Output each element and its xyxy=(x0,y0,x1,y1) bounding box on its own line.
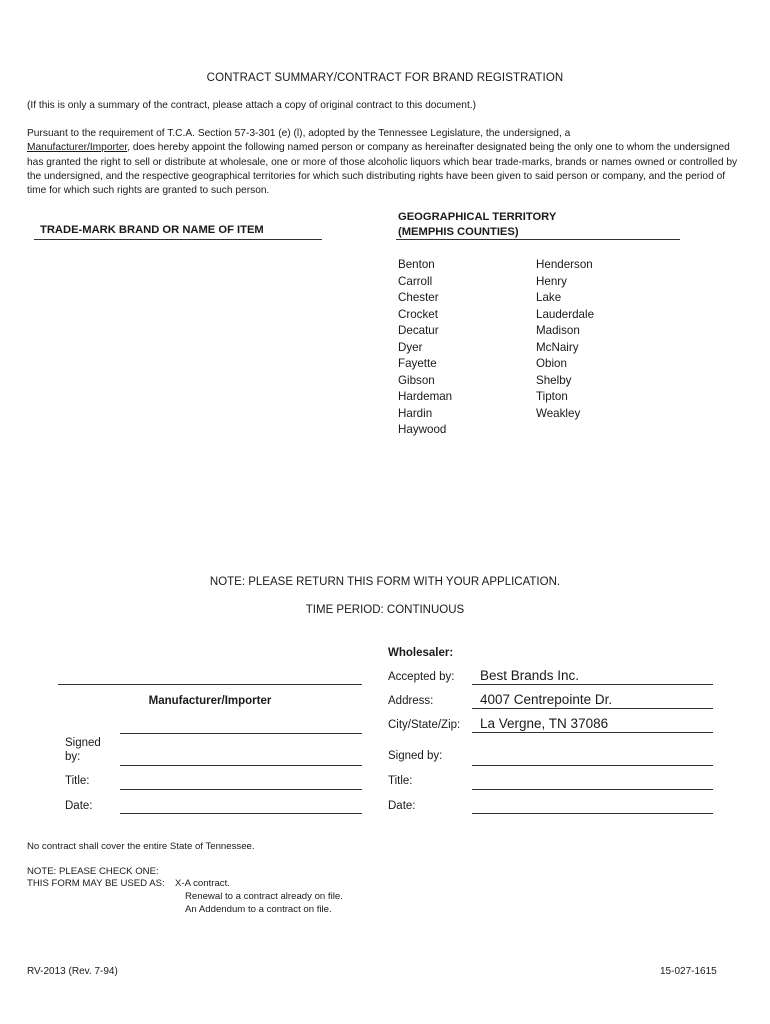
manufacturer-title-line[interactable] xyxy=(120,789,362,790)
county-item: Madison xyxy=(536,324,580,337)
county-item: Lauderdale xyxy=(536,307,595,321)
geo-header-line2: (MEMPHIS COUNTIES) xyxy=(398,225,519,238)
form-number: RV-2013 (Rev. 7-94) xyxy=(27,966,118,977)
option-addendum[interactable]: An Addendum to a contract on file. xyxy=(185,904,332,915)
county-item: Dyer xyxy=(398,340,423,354)
wholesaler-signed-label: Signed by: xyxy=(388,750,443,762)
geo-header-line1: GEOGRAPHICAL TERRITORY xyxy=(398,211,557,223)
county-item: Weakley xyxy=(536,406,581,420)
wholesaler-date-line[interactable] xyxy=(472,813,713,814)
check-one-note: NOTE: PLEASE CHECK ONE: xyxy=(27,866,159,877)
wholesaler-title-line[interactable] xyxy=(472,789,713,790)
county-item: Haywood xyxy=(398,423,447,436)
county-item: Carroll xyxy=(398,274,433,288)
county-item: Chester xyxy=(398,291,439,304)
county-item: Benton xyxy=(398,258,435,271)
trademark-header: TRADE-MARK BRAND OR NAME OF ITEM xyxy=(40,224,264,236)
county-item: Henry xyxy=(536,274,567,288)
county-list-1 xyxy=(398,257,452,439)
pursuant-rest: , does hereby appoint the following named person or company as hereinafter designated being the only one to whom the undersigned has granted the right to sell or distribute at wholesale, one or more of those alcoholic liquors which bear trade-marks, brands or names owned or controlled by the undersigned, and the respective geographical territories for which such distributing rights have been given to said person or company, and the period of time for which such rights are granted to such person. xyxy=(27,142,738,197)
accepted-by-label: Accepted by: xyxy=(388,671,455,683)
accepted-by-line xyxy=(472,684,713,685)
city-state-zip-line xyxy=(472,732,713,733)
attach-note: (If this is only a summary of the contract, please attach a copy of original contract to this document.) xyxy=(27,100,477,111)
county-item: Henderson xyxy=(536,258,593,271)
county-item: Gibson xyxy=(398,373,435,387)
manufacturer-date-line[interactable] xyxy=(120,813,362,814)
manufacturer-date-label: Date: xyxy=(65,800,93,812)
may-be-used-note: THIS FORM MAY BE USED AS: xyxy=(27,878,165,889)
accepted-by-value[interactable]: Best Brands Inc. xyxy=(480,668,580,683)
wholesaler-heading: Wholesaler: xyxy=(388,647,454,659)
option-renewal[interactable]: Renewal to a contract already on file. xyxy=(185,891,343,902)
county-item: Crocket xyxy=(398,307,438,321)
wholesaler-date-label: Date: xyxy=(388,800,416,812)
city-state-zip-value[interactable]: La Vergne, TN 37086 xyxy=(480,716,609,731)
address-label: Address: xyxy=(388,695,434,707)
wholesaler-signed-line[interactable] xyxy=(472,765,713,766)
county-item: Tipton xyxy=(536,390,568,403)
wholesaler-title-label: Title: xyxy=(388,775,413,787)
signed-label-line1: Signed xyxy=(65,737,101,749)
no-contract-note: No contract shall cover the entire State of Tennessee. xyxy=(27,841,255,852)
return-note: NOTE: PLEASE RETURN THIS FORM WITH YOUR APPLICATION. xyxy=(209,576,561,588)
geo-underline xyxy=(396,239,680,240)
signed-label-line2: by: xyxy=(65,751,81,763)
manufacturer-line[interactable] xyxy=(58,684,362,685)
pursuant-intro: Pursuant to the requirement of T.C.A. Section 57-3-301 (e) (l), adopted by the Tennessee Legislature, the undersigned, a xyxy=(27,128,571,139)
county-item: Lake xyxy=(536,291,562,304)
address-line xyxy=(472,708,713,709)
county-item: Hardeman xyxy=(398,390,453,403)
pursuant-paragraph xyxy=(27,127,747,198)
option-a-contract[interactable]: X-A contract. xyxy=(175,878,230,889)
form-title: CONTRACT SUMMARY/CONTRACT FOR BRAND REGISTRATION xyxy=(206,72,564,84)
city-state-zip-label: City/State/Zip: xyxy=(388,719,461,731)
county-item: Hardin xyxy=(398,406,433,420)
trademark-underline xyxy=(34,239,322,240)
manufacturer-heading: Manufacturer/Importer xyxy=(148,695,272,707)
manufacturer-signed-line[interactable] xyxy=(120,765,362,766)
county-item: Fayette xyxy=(398,357,437,370)
time-period: TIME PERIOD: CONTINUOUS xyxy=(305,604,465,616)
county-item: Decatur xyxy=(398,324,439,337)
county-item: Obion xyxy=(536,357,567,370)
county-item: Shelby xyxy=(536,373,572,387)
address-value[interactable]: 4007 Centrepointe Dr. xyxy=(480,692,613,707)
county-list-2 xyxy=(536,257,594,422)
manufacturer-importer-term: Manufacturer/Importer xyxy=(27,142,128,154)
manufacturer-signed-line-top[interactable] xyxy=(120,733,362,734)
form-code: 15-027-1615 xyxy=(660,966,717,977)
manufacturer-signed-label xyxy=(65,736,101,764)
geographical-territory-header xyxy=(398,210,556,239)
manufacturer-title-label: Title: xyxy=(65,775,90,787)
county-item: McNairy xyxy=(536,340,579,354)
